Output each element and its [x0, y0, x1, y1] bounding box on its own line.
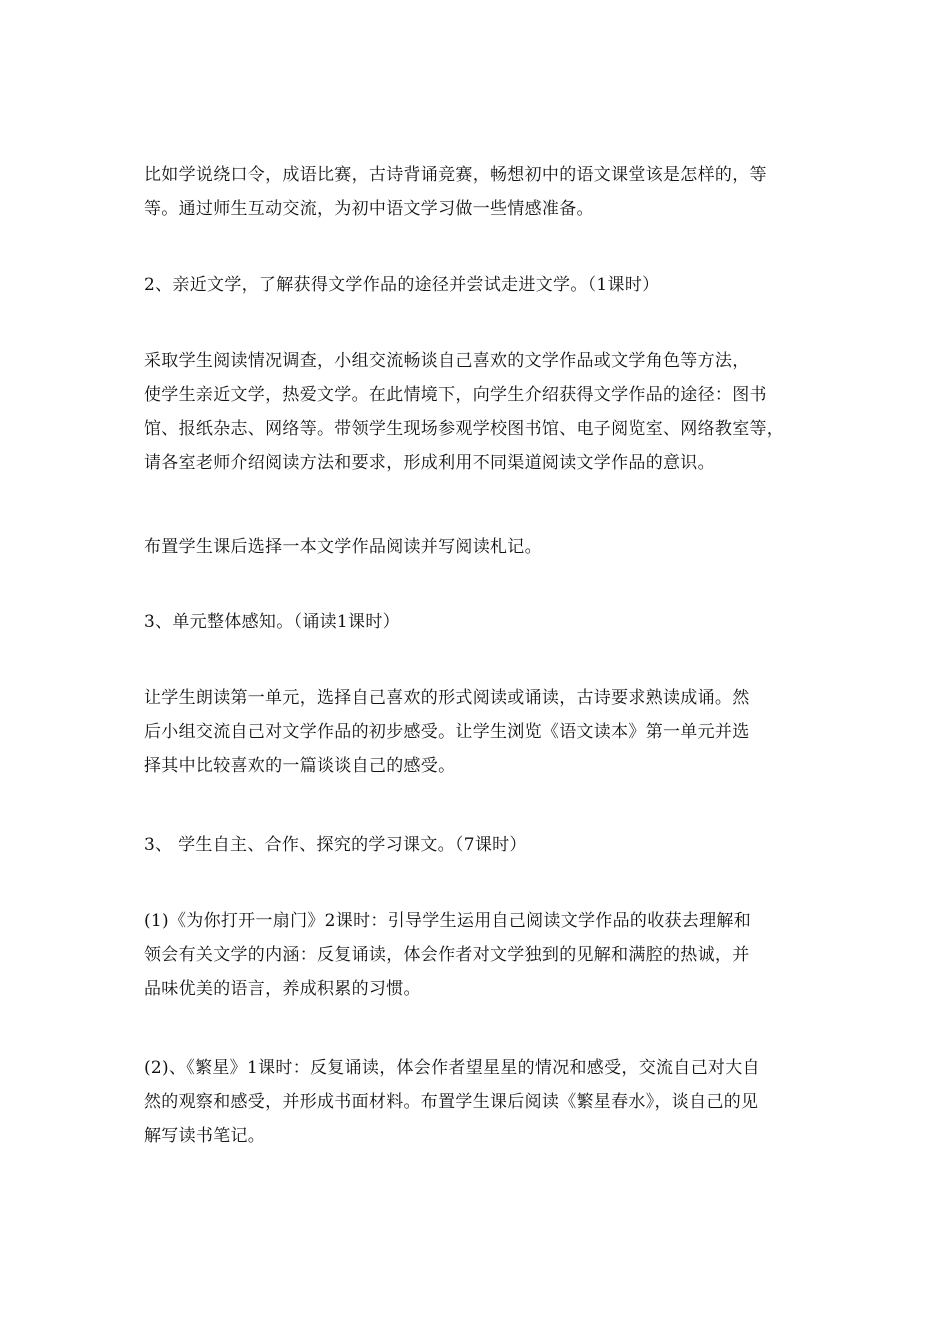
text-line: 3、单元整体感知。（诵读1课时） [144, 612, 400, 632]
paragraph-lesson-stars [144, 1051, 814, 1153]
paragraph-read-aloud [144, 681, 814, 783]
text-line: 然的观察和感受，并形成书面材料。布置学生课后阅读《繁星春水》，谈自己的见 [144, 1092, 759, 1112]
paragraph-homework-reading [144, 530, 814, 564]
heading-approach-literature [144, 268, 814, 302]
heading-self-study [144, 828, 814, 862]
text-line: 让学生朗读第一单元，选择自己喜欢的形式阅读或诵读，古诗要求熟读成诵。然 [144, 688, 750, 708]
heading-unit-overview [144, 605, 814, 639]
text-line: 请各室老师介绍阅读方法和要求，形成利用不同渠道阅读文学作品的意识。 [144, 453, 715, 473]
text-line: 择其中比较喜欢的一篇谈谈自己的感受。 [144, 756, 456, 776]
text-line: (1)《为你打开一扇门》2课时：引导学生运用自己阅读文学作品的收获去理解和 [144, 911, 751, 931]
text-line: 解写读书笔记。 [144, 1126, 266, 1146]
text-line: 比如学说绕口令，成语比赛，古诗背诵竞赛，畅想初中的语文课堂该是怎样的，等 [144, 165, 767, 185]
text-line: (2)、《繁星》1课时：反复诵读，体会作者望星星的情况和感受，交流自己对大自 [144, 1058, 760, 1078]
text-line: 领会有关文学的内涵：反复诵读，体会作者对文学独到的见解和满腔的热诚，并 [144, 945, 750, 965]
text-line: 馆、报纸杂志、网络等。带领学生现场参观学校图书馆、电子阅览室、网络教室等， [144, 419, 785, 439]
text-line: 采取学生阅读情况调查，小组交流畅谈自己喜欢的文学作品或文学角色等方法， [144, 351, 750, 371]
text-line: 后小组交流自己对文学作品的初步感受。让学生浏览《语文读本》第一单元并选 [144, 722, 750, 742]
paragraph-reading-survey [144, 344, 814, 480]
paragraph-intro-activities [144, 158, 814, 226]
text-line: 3、 学生自主、合作、探究的学习课文。（7课时） [144, 835, 527, 855]
text-line: 2、亲近文学，了解获得文学作品的途径并尝试走进文学。（1课时） [144, 275, 660, 295]
paragraph-lesson-door [144, 904, 814, 1006]
text-line: 品味优美的语言，养成积累的习惯。 [144, 979, 421, 999]
text-line: 布置学生课后选择一本文学作品阅读并写阅读札记。 [144, 537, 542, 557]
text-line: 使学生亲近文学，热爱文学。在此情境下，向学生介绍获得文学作品的途径：图书 [144, 385, 767, 405]
text-line: 等。通过师生互动交流，为初中语文学习做一些情感准备。 [144, 199, 594, 219]
